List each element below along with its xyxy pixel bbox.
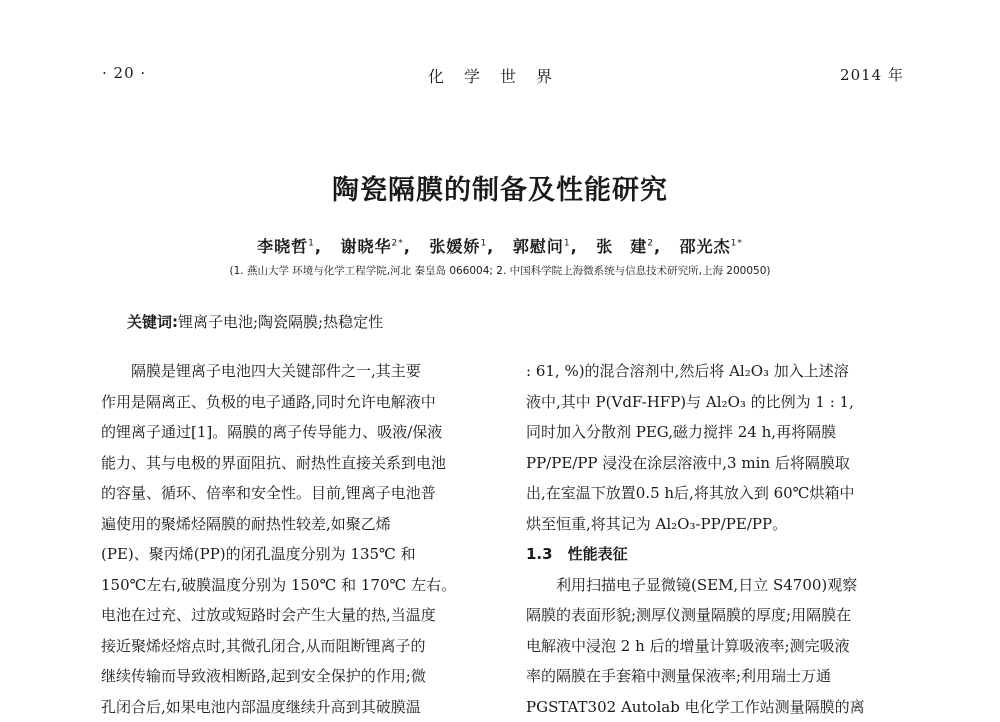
text-line: 出,在室温下放置0.5 h后,将其放入到 60℃烘箱中 [526, 478, 910, 509]
text-line: 隔膜是锂离子电池四大关键部件之一,其主要 [101, 356, 489, 387]
author-name: 谢晓华 [341, 237, 392, 256]
keywords-text: 锂离子电池;陶瓷隔膜;热稳定性 [178, 313, 383, 331]
text-line: : 61, %)的混合溶剂中,然后将 Al₂O₃ 加入上述溶 [526, 356, 910, 387]
keywords [127, 311, 383, 332]
text-line: 液中,其中 P(VdF-HFP)与 Al₂O₃ 的比例为 1 : 1, [526, 387, 910, 418]
text-line: 继续传输而导致液相断路,起到安全保护的作用;微 [101, 661, 489, 692]
publication-year: 2014 年 [840, 64, 904, 85]
author-mark: 1 [308, 239, 315, 249]
text-line: 150℃左右,破膜温度分别为 150℃ 和 170℃ 左右。 [101, 570, 489, 601]
author-mark: 1* [731, 239, 743, 249]
author-mark: 1 [564, 239, 571, 249]
text-line: 孔闭合后,如果电池内部温度继续升高到其破膜温 [101, 692, 489, 722]
text-line: PGSTAT302 Autolab 电化学工作站测量隔膜的离 [526, 692, 910, 722]
author-name: 郭慰问 [513, 237, 564, 256]
journal-name: 化学世界 [0, 64, 1000, 87]
author-mark: 2 [647, 239, 654, 249]
author-mark: 1 [480, 239, 487, 249]
author-name: 张媛娇 [429, 237, 480, 256]
text-line: 能力、其与电极的界面阻抗、耐热性直接关系到电池 [101, 448, 489, 479]
author-list [0, 234, 1000, 257]
author-mark: 2* [392, 239, 404, 249]
text-line: 率的隔膜在手套箱中测量保液率;利用瑞士万通 [526, 661, 910, 692]
page-number: · 20 · [102, 64, 146, 82]
author-name: 李晓哲 [257, 237, 308, 256]
text-line: 遍使用的聚烯烃隔膜的耐热性较差,如聚乙烯 [101, 509, 489, 540]
text-line: 接近聚烯烃熔点时,其微孔闭合,从而阻断锂离子的 [101, 631, 489, 662]
text-line: 的锂离子通过[1]。隔膜的离子传导能力、吸液/保液 [101, 417, 489, 448]
author [680, 237, 743, 256]
author: 谢晓华$^{2*}$, [341, 237, 411, 256]
text-line: 电池在过充、过放或短路时会产生大量的热,当温度 [101, 600, 489, 631]
author: 郭慰问$^1$, [513, 237, 578, 256]
author: 张媛娇$^1$, [429, 237, 494, 256]
text-line: (PE)、聚丙烯(PP)的闭孔温度分别为 135℃ 和 [101, 539, 489, 570]
right-column [526, 356, 910, 722]
affiliation: (1. 燕山大学 环境与化学工程学院,河北 秦皇岛 066004; 2. 中国科学院上海微系统与信息技术研究所,上海 200050) [0, 263, 1000, 278]
text-line: 电解液中浸泡 2 h 后的增量计算吸液率;测完吸液 [526, 631, 910, 662]
section-heading: 1.3 性能表征 [526, 539, 910, 570]
text-line: 烘至恒重,将其记为 Al₂O₃-PP/PE/PP。 [526, 509, 910, 540]
paper-title: 陶瓷隔膜的制备及性能研究 [0, 168, 1000, 207]
author: 李晓哲$^1$, [257, 237, 322, 256]
text-line: PP/PE/PP 浸没在涂层溶液中,3 min 后将隔膜取 [526, 448, 910, 479]
text-line: 同时加入分散剂 PEG,磁力搅拌 24 h,再将隔膜 [526, 417, 910, 448]
left-column [101, 356, 489, 722]
text-line: 利用扫描电子显微镜(SEM,日立 S4700)观察 [526, 570, 910, 601]
text-line: 作用是隔离正、负极的电子通路,同时允许电解液中 [101, 387, 489, 418]
author-name: 张 建 [596, 237, 647, 256]
author: 张 建$^2$, [596, 237, 661, 256]
text-line: 的容量、循环、倍率和安全性。目前,锂离子电池普 [101, 478, 489, 509]
author-name: 邵光杰 [680, 237, 731, 256]
text-line: 隔膜的表面形貌;测厚仪测量隔膜的厚度;用隔膜在 [526, 600, 910, 631]
keywords-label: 关键词: [127, 313, 178, 331]
